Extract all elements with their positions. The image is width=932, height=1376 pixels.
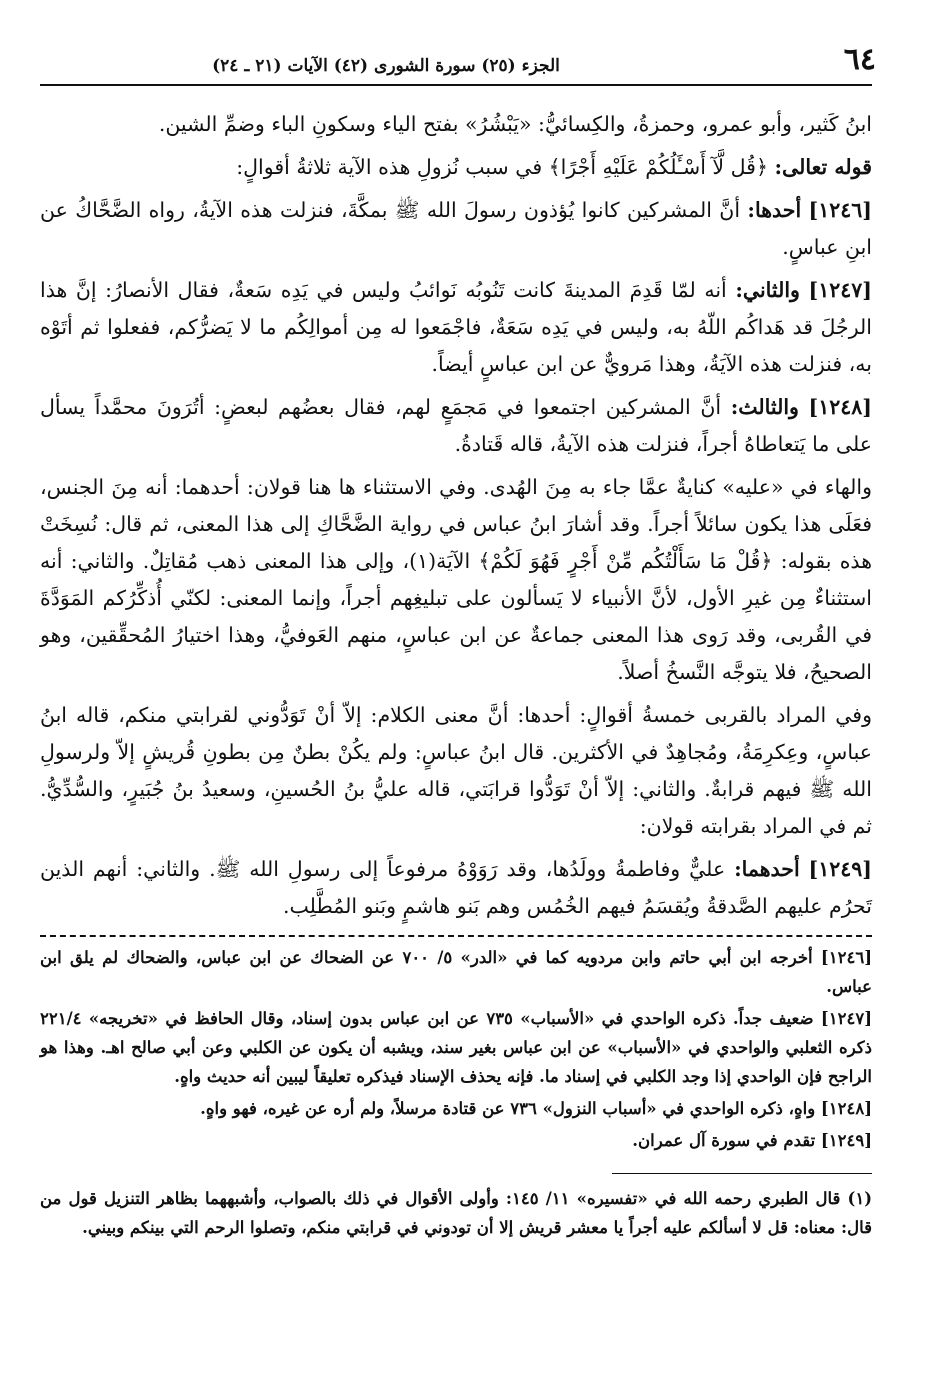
footnote: (١) قال الطبري رحمه الله في «تفسيره» ١١/ ١٤٥: وأولى الأقوال في ذلك بالصواب، وأشبههما بظاهر التنزيل قول من قال: معناه: قل لا أسألكم عليه أجراً يا معشر قريش إلا أن تودوني في قرابتي منكم، وتصلوا الرحم التي بينكم وبيني. (40, 1189, 872, 1237)
paragraph: [١٢٤٧] والثاني: أنه لمّا قَدِمَ المدينةَ كانت تَنُوبُه نَوائبُ وليس في يَدِه سَعةٌ، فقال الأنصارُ: إنَّ هذا الرجُلَ قد هَداكُم اللّهُ به، وليس في يَدِه سَعَةٌ، فاجْمَعوا له مِن أموالِكُم ما لا يَضرُّكم، ففعلوا ثم أتَوْه به، فنزلت هذه الآيَةُ، وهذا مَرويٌّ عن ابن عباسٍ أيضاً. (40, 278, 872, 376)
notes-divider (40, 935, 872, 937)
paragraph: [١٢٤٨] والثالث: أنَّ المشركين اجتمعوا في مَجمَعٍ لهم، فقال بعضُهم لبعضٍ: أتُرَونَ محمَّداً يسأل على ما يَتعاطاهُ أجراً، فنزلت هذه الآيةُ، قاله قَتادةُ. (40, 395, 872, 456)
paragraph: ابنُ كَثير، وأبو عمرو، وحمزةُ، والكِسائيُّ: «يَبْشُرُ» بفتح الياء وسكونِ الباء وضمِّ الشين. (158, 112, 872, 136)
hadith-notes (40, 943, 872, 1155)
footnotes (40, 1184, 872, 1242)
paragraph: [١٢٤٦] أحدها: أنَّ المشركين كانوا يُؤذون رسولَ الله ﷺ بمكَّةَ، فنزلت هذه الآيةُ، رواه الضَّحَّاكُ عن ابنِ عباسٍ. (40, 198, 872, 259)
paragraph: والهاء في «عليه» كنايةٌ عمَّا جاء به مِنَ الهُدى. وفي الاستثناء ها هنا قولان: أحدهما: أنه مِنَ الجنس، فعَلَى هذا يكون سائلاً أجراً. وقد أشارَ ابنُ عباس في رواية الضَّحَّاكِ إلى هذا المعنى، ثم قال: نُسِخَتْ هذه بقوله: ﴿قُلْ مَا سَأَلْتُكُم مِّنْ أَجْرٍ فَهُوَ لَكُمْ﴾ الآيَة(١)، وإلى هذا المعنى ذهب مُقاتِلٌ. والثاني: أنه استثناءٌ مِن غيرِ الأول، لأنَّ الأنبياء لا يَسألون على تبليغِهم أجراً، وإنما المعنى: لكنّي أُذكِّرُكم المَوَدَّةَ في القُربى، وقد رَوى هذا المعنى جماعةٌ عن ابن عباسٍ، منهم العَوفيُّ، وهذا اختيارُ المُحقِّقين، وهو الصحيحُ، فلا يتوجَّه النَّسخُ أصلاً. (40, 475, 873, 684)
note: [١٢٤٧] ضعيف جداً. ذكره الواحدي في «الأسباب» ٧٣٥ عن ابن عباس بدون إسناد، وقال الحافظ في «تخريجه» ٢٢١/٤ ذكره الثعلبي والواحدي في «الأسباب» عن ابن عباس بغير سند، ويشبه أن يكون عن الكلبي وعن أبي صالح اهـ. وهذا هو الراجح فإن الواحدي إذا وجد الكلبي في إسناد ما. فإنه يحذف الإسناد فيذكره تعليقاً ليبين أنه حديث واهٍ. (40, 1009, 872, 1086)
page-number: ٦٤ (843, 42, 876, 77)
note: [١٢٤٦] أخرجه ابن أبي حاتم وابن مردويه كما في «الدر» ٥/ ٧٠٠ عن الضحاك عن ابن عباس، والضحاك لم يلق ابن عباس. (40, 948, 872, 996)
note: [١٢٤٩] تقدم في سورة آل عمران. (632, 1131, 872, 1150)
page-header (40, 38, 876, 86)
footnote-rule (612, 1173, 872, 1174)
paragraph: وفي المراد بالقربى خمسةُ أقوالٍ: أحدها: أنَّ معنى الكلام: إلاّ أنْ تَوَدُّوني لقرابتي منكم، قاله ابنُ عباسٍ، وعِكرِمَةُ، ومُجاهِدٌ في الأكثرين. قال ابنُ عباسٍ: ولم يكُنْ بطنٌ مِن بطونِ قُريشٍ إلاّ ولرسولِ الله ﷺ فيهم قرابةٌ. والثاني: إلاّ أنْ تَوَدُّوا قرابَتي، قاله عليُّ بنُ الحُسينِ، وسعيدُ بنُ جُبَيرٍ، والسُّدِّيُّ. ثم في المراد بقرابته قولان: (40, 703, 872, 838)
page (40, 38, 876, 1338)
note: [١٢٤٨] واهٍ، ذكره الواحدي في «أسباب النزول» ٧٣٦ عن قتادة مرسلاً، ولم أره عن غيره، فهو واهٍ. (200, 1099, 872, 1118)
main-text (40, 106, 872, 925)
running-head: الجزء (٢٥) سورة الشورى (٤٢) الآيات (٢١ ـ ٢٤) (212, 56, 560, 76)
paragraph: قوله تعالى: ﴿قُل لَّآ أَسْـَٔلُكُمْ عَلَيْهِ أَجْرًا﴾ في سبب نُزولِ هذه الآية ثلاثةُ أقوالٍ: (236, 155, 872, 179)
paragraph: [١٢٤٩] أحدهما: عليٌّ وفاطمةُ وولَدُها، وقد رَوَوْهُ مرفوعاً إلى رسولِ الله ﷺ. والثاني: أنهم الذين تَحرُم عليهم الصَّدقةُ ويُقسَمُ فيهم الخُمُس وهم بَنو هاشمٍ وبَنو المُطَّلِب. (40, 857, 872, 918)
